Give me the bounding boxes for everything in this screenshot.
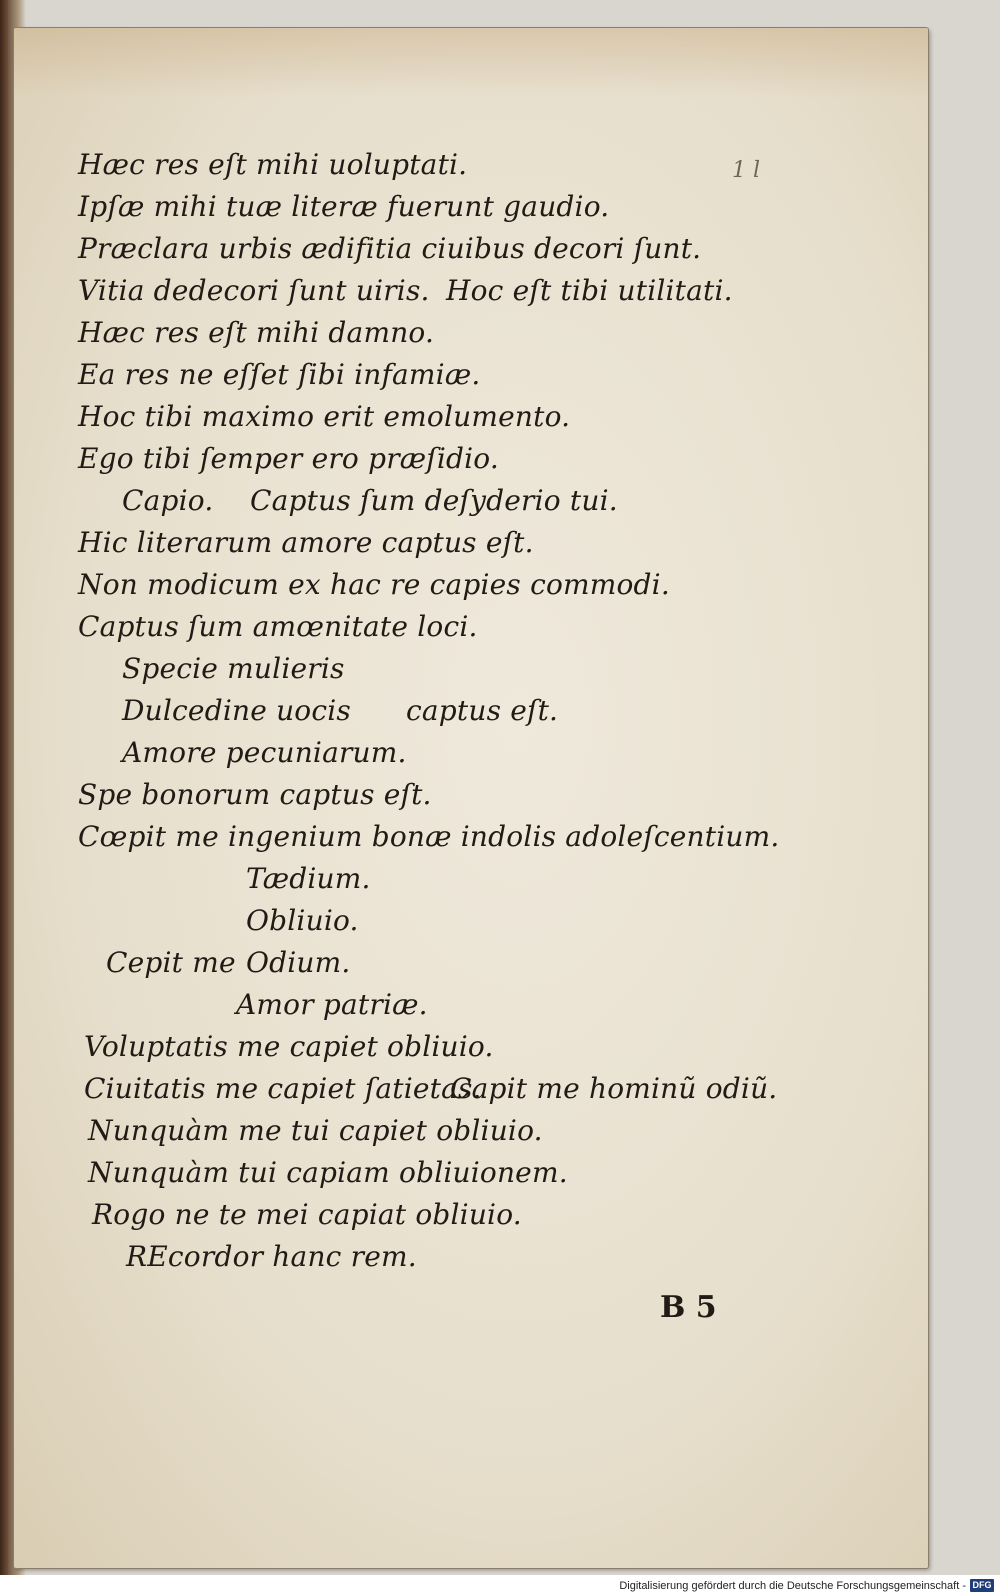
- footer-bar: [0, 1575, 1000, 1595]
- text-line-9b: Captus ſum deſyderio tui.: [250, 484, 618, 517]
- text-line-20b: Odium.: [246, 946, 351, 979]
- text-line-10: Hic literarum amore captus eſt.: [78, 526, 534, 559]
- text-line-14b: captus eſt.: [406, 694, 559, 727]
- text-line-26: Rogo ne te mei capiat obliuio.: [92, 1198, 522, 1231]
- text-line-12: Captus ſum amœnitate loci.: [78, 610, 478, 643]
- text-line-18: Tædium.: [246, 862, 371, 895]
- text-line-23b: Capit me hominũ odiũ.: [450, 1072, 778, 1105]
- text-line-9: Capio.: [122, 484, 214, 517]
- signature-mark: B 5: [660, 1290, 717, 1325]
- text-line-22: Voluptatis me capiet obliuio.: [84, 1030, 494, 1063]
- text-line-15: Amore pecuniarum.: [122, 736, 407, 769]
- book-page: [14, 28, 928, 1568]
- text-line-1: Hæc res eſt mihi uoluptati.: [78, 148, 468, 181]
- text-line-17: Cœpit me ingenium bonæ indolis adoleſcentium.: [78, 820, 780, 853]
- text-line-3: Præclara urbis ædifitia ciuibus decori ſunt.: [78, 232, 702, 265]
- text-line-23: Ciuitatis me capiet ſatietas.: [84, 1072, 482, 1105]
- text-line-20: Cepit me: [106, 946, 236, 979]
- dfg-logo: DFG: [970, 1579, 994, 1592]
- text-line-8: Ego tibi ſemper ero præſidio.: [78, 442, 499, 475]
- text-line-19: Obliuio.: [246, 904, 359, 937]
- text-line-11: Non modicum ex hac re capies commodi.: [78, 568, 670, 601]
- text-line-14: Dulcedine uocis: [122, 694, 351, 727]
- text-line-21: Amor patriæ.: [236, 988, 428, 1021]
- text-line-24: Nunquàm me tui capiet obliuio.: [88, 1114, 543, 1147]
- text-line-16: Spe bonorum captus eſt.: [78, 778, 432, 811]
- marginal-mark: 1 l: [732, 158, 761, 183]
- text-line-2: Ipſæ mihi tuæ literæ fuerunt gaudio.: [78, 190, 610, 223]
- text-line-13: Specie mulieris: [122, 652, 345, 685]
- footer-credit: Digitalisierung gefördert durch die Deutsche Forschungsgemeinschaft -: [619, 1580, 966, 1592]
- text-line-6: Ea res ne eſſet ſibi infamiæ.: [78, 358, 481, 391]
- text-line-27: REcordor hanc rem.: [126, 1240, 417, 1273]
- text-line-7: Hoc tibi maximo erit emolumento.: [78, 400, 571, 433]
- page-stain: [14, 28, 928, 98]
- text-line-4: Vitia dedecori ſunt uiris.: [78, 274, 430, 307]
- text-line-25: Nunquàm tui capiam obliuionem.: [88, 1156, 568, 1189]
- text-line-5: Hæc res eſt mihi damno.: [78, 316, 435, 349]
- text-line-4b: Hoc eſt tibi utilitati.: [446, 274, 733, 307]
